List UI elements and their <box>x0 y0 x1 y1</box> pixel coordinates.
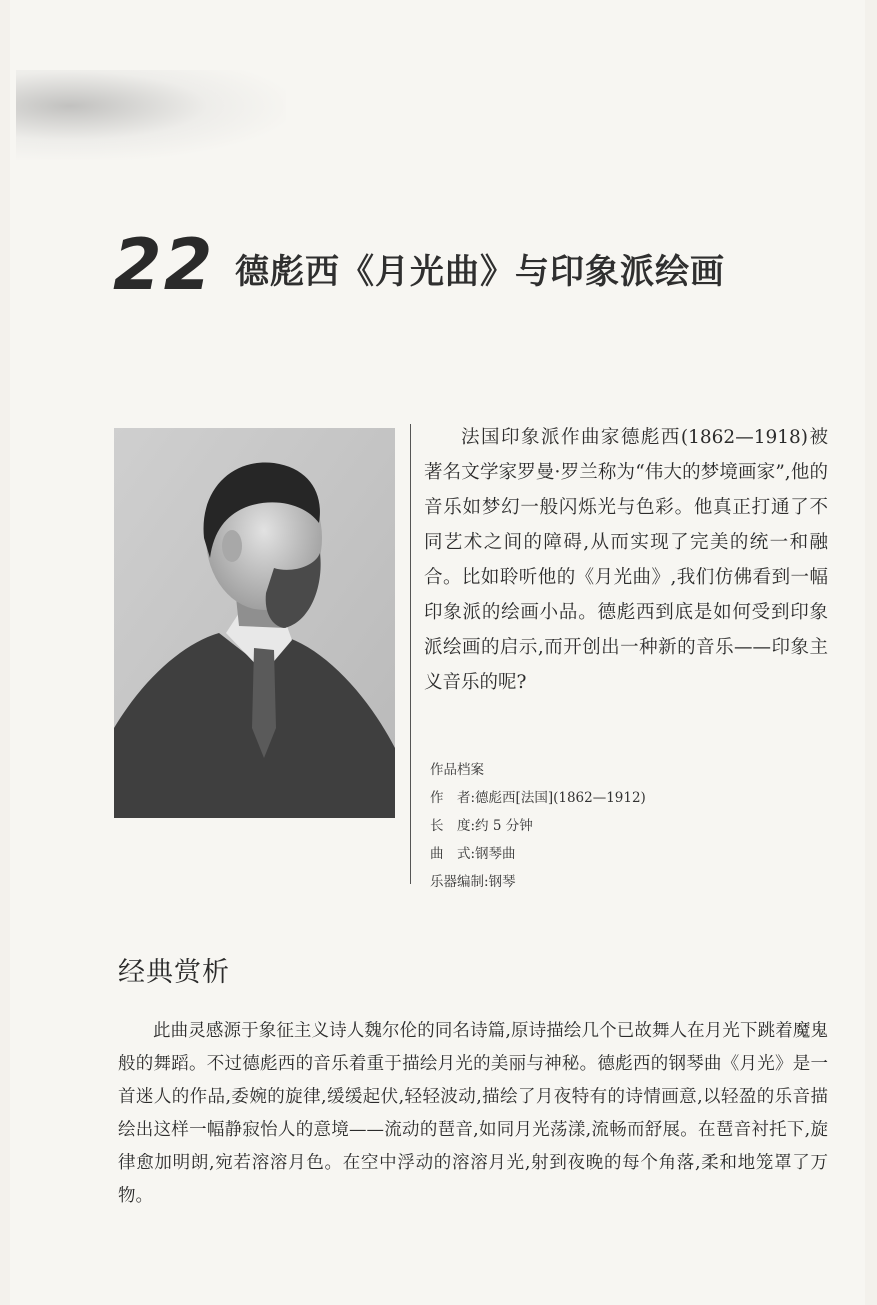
analysis-section <box>118 1015 828 1213</box>
work-file-length: 长 度:约 5 分钟 <box>430 818 533 834</box>
portrait-photo <box>114 428 395 818</box>
scan-smudge <box>16 70 286 160</box>
chapter-number: 22 <box>113 224 215 306</box>
analysis-paragraph: 此曲灵感源于象征主义诗人魏尔伦的同名诗篇,原诗描绘几个已故舞人在月光下跳着魔鬼般的舞蹈。不过德彪西的音乐着重于描绘月光的美丽与神秘。德彪西的钢琴曲《月光》是一首迷人的作品,委婉的旋律,缓缓起伏,轻轻波动,描绘了月夜特有的诗情画意,以轻盈的乐音描绘出这样一幅静寂怡人的意境——流动的琶音,如同月光荡漾,流畅而舒展。在琶音衬托下,旋律愈加明朗,宛若溶溶月色。在空中浮动的溶溶月光,射到夜晚的每个角落,柔和地笼罩了万物。 <box>118 1021 828 1206</box>
work-file-form: 曲 式:钢琴曲 <box>430 846 516 862</box>
chapter-title: 德彪西《月光曲》与印象派绘画 <box>235 252 725 292</box>
portrait-icon <box>114 428 395 818</box>
intro-paragraph: 法国印象派作曲家德彪西(1862—1918)被著名文学家罗曼·罗兰称为“伟大的梦境画家”,他的音乐如梦幻一般闪烁光与色彩。他真正打通了不同艺术之间的障碍,从而实现了完美的统一和融合。比如聆听他的《月光曲》,我们仿佛看到一幅印象派的绘画小品。德彪西到底是如何受到印象派绘画的启示,而开创出一种新的音乐——印象主义音乐的呢? <box>424 427 828 693</box>
work-file-box <box>430 756 760 896</box>
intro-section <box>424 420 828 700</box>
work-file-instrumentation: 乐器编制:钢琴 <box>430 874 516 890</box>
vertical-divider <box>410 424 411 884</box>
work-file-composer: 作 者:德彪西[法国](1862—1912) <box>430 790 646 806</box>
work-file-heading: 作品档案 <box>430 762 484 778</box>
analysis-heading: 经典赏析 <box>118 957 230 988</box>
